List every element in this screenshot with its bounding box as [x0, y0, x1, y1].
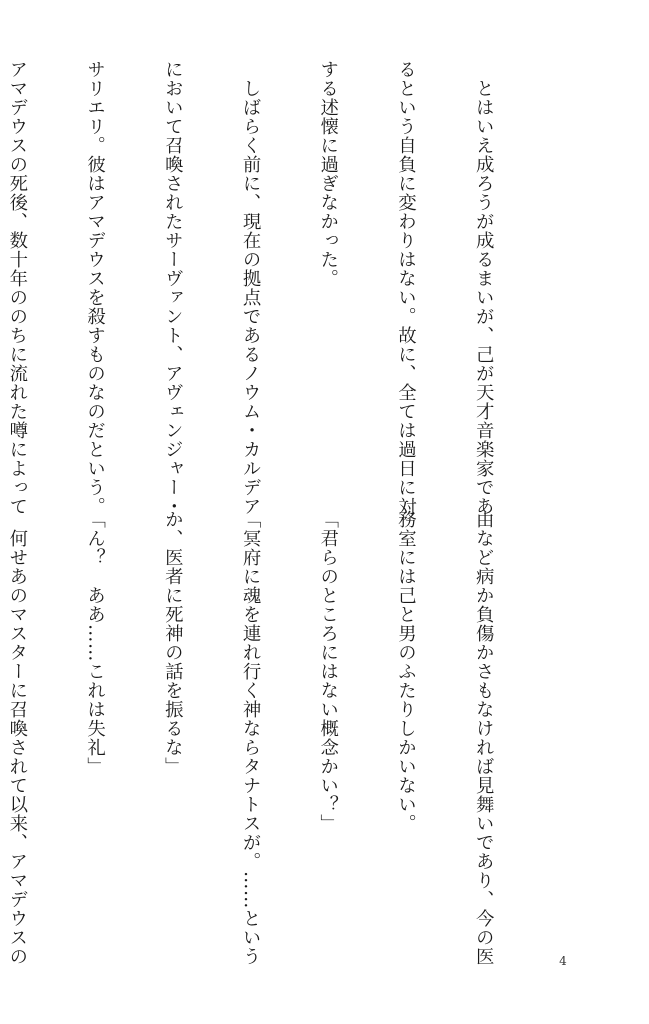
text-line: 「ん？ ああ……これは失礼」 [84, 510, 106, 776]
text-block-top [6, 60, 548, 516]
text-line: るという自負に変わりはない。故に、全ては過日に対 [395, 60, 417, 516]
text-line: か、医者に死神の話を振るな」 [162, 510, 184, 776]
text-line: 「君らのところにはない概念かい？」 [317, 510, 339, 833]
text-line: しばらく前に、現在の拠点であるノウム・カルデア [240, 60, 262, 516]
page-number: 4 [559, 954, 567, 968]
text-line: 何せあのマスターに召喚されて以来、アマデウスの [6, 510, 28, 966]
text-line: サリエリ。彼はアマデウスを殺すものなのだという。 [84, 60, 106, 516]
text-block-bottom [6, 510, 548, 966]
text-line: する述懐に過ぎなかった。 [317, 60, 339, 288]
text-line: とはいえ成ろうが成るまいが、己が天才音楽家であ [473, 60, 495, 516]
text-line: アマデウスの死後、数十年ののちに流れた噂によって [6, 60, 28, 516]
text-line: において召喚されたサーヴァント、アヴェンジャー・ [162, 60, 184, 516]
text-line: 「冥府に魂を連れ行く神ならタナトスが。……という [240, 510, 262, 966]
text-line: 由など病か負傷かさもなければ見舞いであり、今の医 [473, 510, 495, 966]
text-line: 務室には己と男のふたりしかいない。 [395, 510, 417, 833]
